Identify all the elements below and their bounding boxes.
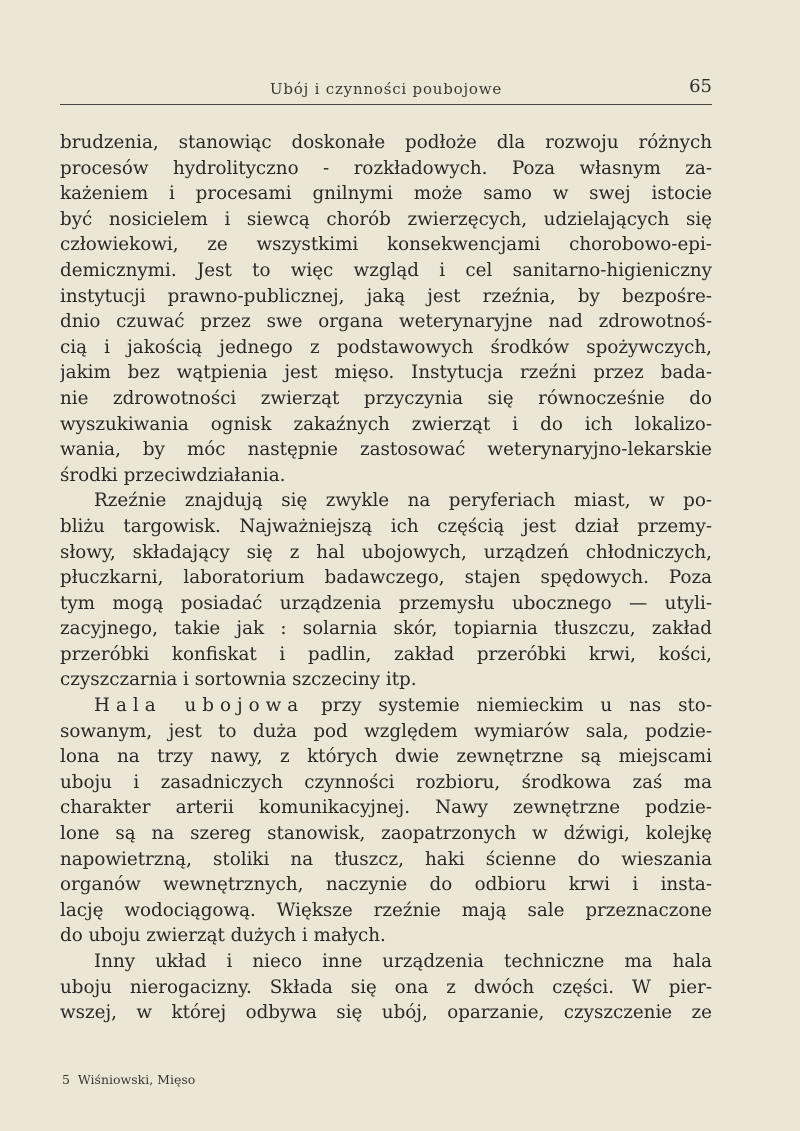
- text-line: lację wodociągową. Większe rzeźnie mają sale przeznaczone: [60, 899, 712, 921]
- body-text: [60, 130, 712, 1026]
- signature-mark: 5: [62, 1072, 70, 1087]
- spaced-term: Hala ubojowa: [94, 695, 305, 717]
- text-line: charakter arterii komunikacyjnej. Nawy zewnętrzne podzie-: [60, 797, 712, 819]
- text-line: procesów hydrolityczno - rozkładowych. Poza własnym za-: [60, 157, 712, 179]
- text-line: nie zdrowotności zwierząt przyczynia się równocześnie do: [60, 387, 712, 409]
- running-title: Ubój i czynności poubojowe: [269, 80, 503, 98]
- text-line: sowanym, jest to duża pod względem wymiarów sala, podzie-: [60, 720, 712, 742]
- text-line: środki przeciwdziałania.: [60, 464, 286, 486]
- text-line: słowy, składający się z hal ubojowych, urządzeń chłodniczych,: [60, 541, 712, 563]
- text-line: zacyjnego, takie jak : solarnia skór, topiarnia tłuszczu, zakład: [60, 618, 712, 640]
- text-line: demicznymi. Jest to więc wzgląd i cel sanitarno-higieniczny: [60, 259, 712, 281]
- text-line: cią i jakością jednego z podstawowych środków spożywczych,: [60, 336, 712, 358]
- text-line: tym mogą posiadać urządzenia przemysłu ubocznego — utyli-: [60, 592, 712, 614]
- page-number: 65: [689, 76, 712, 97]
- text-line: organów wewnętrznych, naczynie do odbioru krwi i insta-: [60, 874, 712, 896]
- text-line: bliżu targowisk. Najważniejszą ich częścią jest dział przemy-: [60, 515, 712, 537]
- text-line: płuczkarni, laboratorium badawczego, stajen spędowych. Poza: [60, 567, 712, 589]
- text-line: czyszczarnia i sortownia szczeciny itp.: [60, 669, 417, 691]
- text-line: być nosicielem i siewcą chorób zwierzęcych, udzielających się: [60, 208, 712, 230]
- text-line: przeróbki konfiskat i padlin, zakład przeróbki krwi, kości,: [60, 643, 712, 665]
- text-line: brudzenia, stanowiąc doskonałe podłoże dla rozwoju różnych: [60, 132, 712, 153]
- text-line: Inny układ i nieco inne urządzenia techniczne ma hala: [94, 951, 712, 972]
- text-line: wszej, w której odbywa się ubój, oparzanie, czyszczenie ze: [60, 1002, 712, 1024]
- text-line: jakim bez wątpienia jest mięso. Instytucja rzeźni przez bada-: [60, 362, 712, 384]
- text-line: lone są na szereg stanowisk, zaopatrzonych w dźwigi, kolejkę: [60, 823, 712, 845]
- running-header: [60, 76, 712, 102]
- footer-signature: [62, 1072, 195, 1087]
- header-rule: [60, 104, 712, 105]
- text-line: wania, by móc następnie zastosować weterynaryjno-lekarskie: [60, 439, 712, 461]
- text-line: dnio czuwać przez swe organa weterynaryjne nad zdrowotnoś-: [60, 311, 712, 333]
- text-line: [60, 693, 712, 719]
- text-line: uboju i zasadniczych czynności rozbioru, środkowa zaś ma: [60, 771, 712, 793]
- text-line: instytucji prawno-publicznej, jaką jest rzeźnia, by bezpośre-: [60, 285, 712, 307]
- text-line: człowiekowi, ze wszystkimi konsekwencjami chorobowo-epi-: [60, 234, 712, 256]
- text-line: do uboju zwierząt dużych i małych.: [60, 925, 386, 947]
- text-line: wyszukiwania ognisk zakaźnych zwierząt i do ich lokalizo-: [60, 413, 712, 435]
- text-line: uboju nierogacizny. Składa się ona z dwóch części. W pier-: [60, 976, 712, 998]
- text-line-rest: przy systemie niemieckim u nas sto-: [304, 695, 712, 717]
- text-line: lona na trzy nawy, z których dwie zewnętrzne są miejscami: [60, 746, 712, 768]
- text-line: Rzeźnie znajdują się zwykle na peryferiach miast, w po-: [94, 490, 712, 512]
- text-line: napowietrzną, stoliki na tłuszcz, haki ścienne do wieszania: [60, 848, 712, 870]
- text-line: każeniem i procesami gnilnymi może samo w swej istocie: [60, 183, 712, 205]
- signature-text: Wiśniowski, Mięso: [77, 1072, 196, 1087]
